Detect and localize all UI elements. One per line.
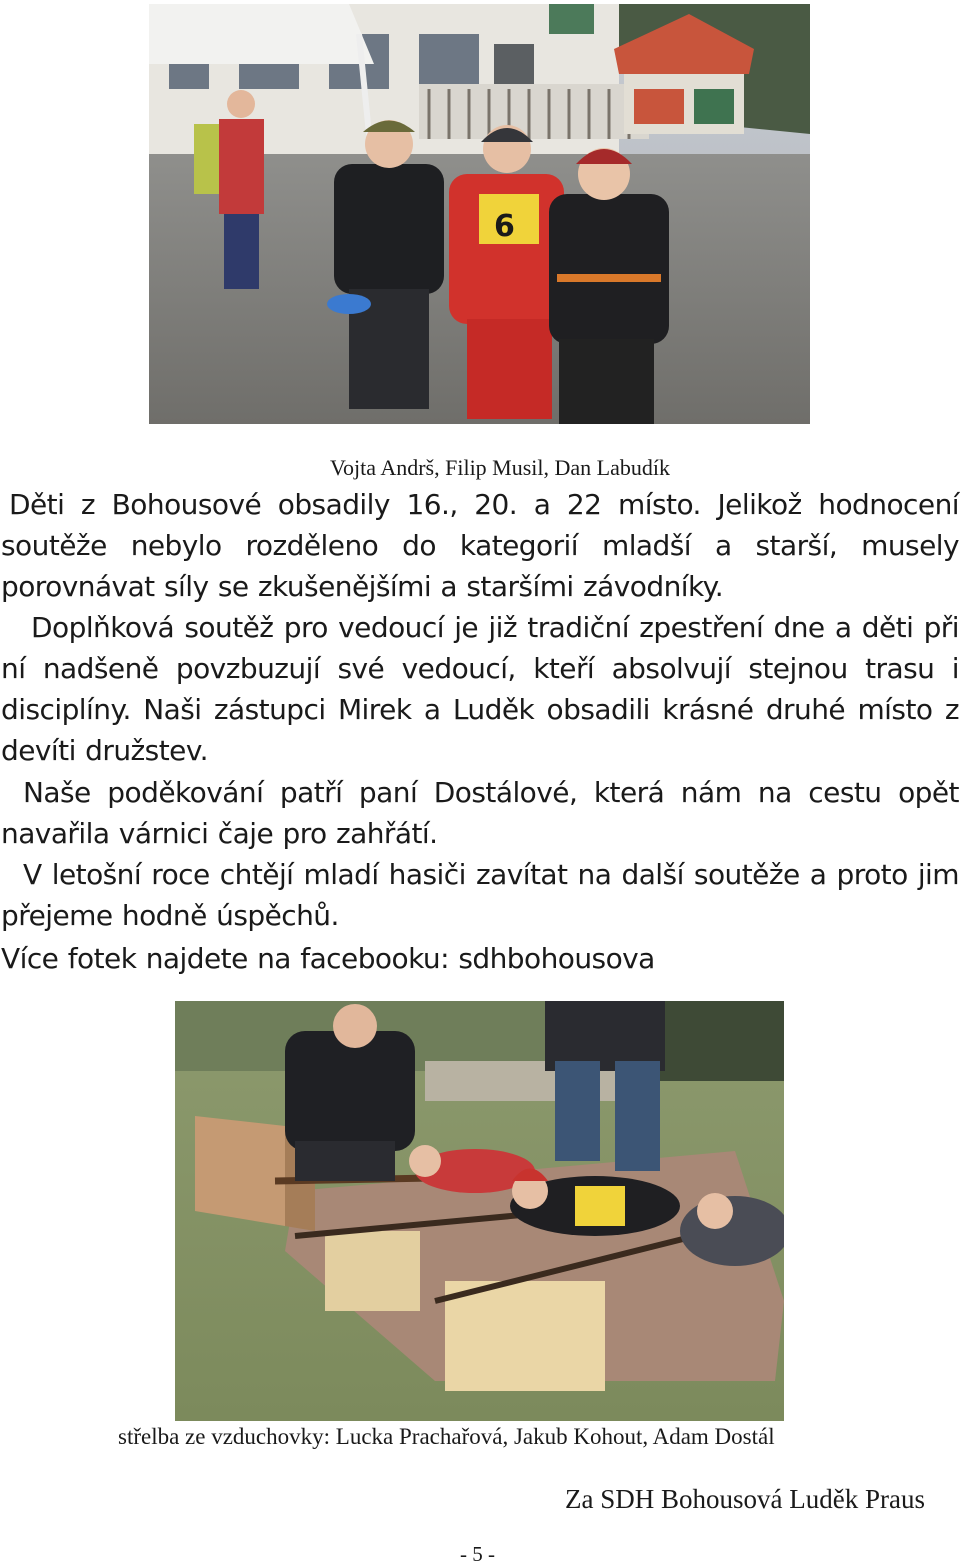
photo-children-illustration: [149, 4, 810, 424]
paragraph-thanks: Naše poděkování patří paní Dostálové, která nám na cestu opět navařila várnici čaje pro zahřátí.: [1, 776, 959, 850]
page-number: - 5 -: [460, 1542, 495, 1566]
photo-children-group: [149, 4, 810, 424]
paragraph-plans: V letošní roce chtějí mladí hasiči zavítat na další soutěže a proto jim přejeme hodně úspěchů.: [1, 858, 959, 932]
bib-number: 6: [494, 209, 515, 244]
photo-caption-top: Vojta Andrš, Filip Musil, Dan Labudík: [330, 455, 670, 480]
paragraph-leaders-contest: Doplňková soutěž pro vedoucí je již tradiční zpestření dne a děti při ní nadšeně povzbuzují své vedoucí, kteří absolvují stejnou trasu i disciplíny. Naši zástupci Mirek a Luděk obsadili krásné druhé místo z devíti družstev.: [1, 611, 959, 767]
signature: Za SDH Bohousová Luděk Praus: [565, 1484, 925, 1514]
photo-air-rifle-shooting: [175, 1001, 784, 1421]
photo-caption-bottom: střelba ze vzduchovky: Lucka Prachařová, Jakub Kohout, Adam Dostál: [118, 1424, 775, 1449]
paragraph-results: Děti z Bohousové obsadily 16., 20. a 22 místo. Jelikož hodnocení soutěže nebylo rozděleno do kategorií mladší a starší, musely porovnávat síly se zkušenějšími a staršími závodníky.: [1, 488, 959, 603]
paragraph-facebook: Více fotek najdete na facebooku: sdhbohousova: [1, 942, 655, 975]
photo-shooting-illustration: [175, 1001, 784, 1421]
